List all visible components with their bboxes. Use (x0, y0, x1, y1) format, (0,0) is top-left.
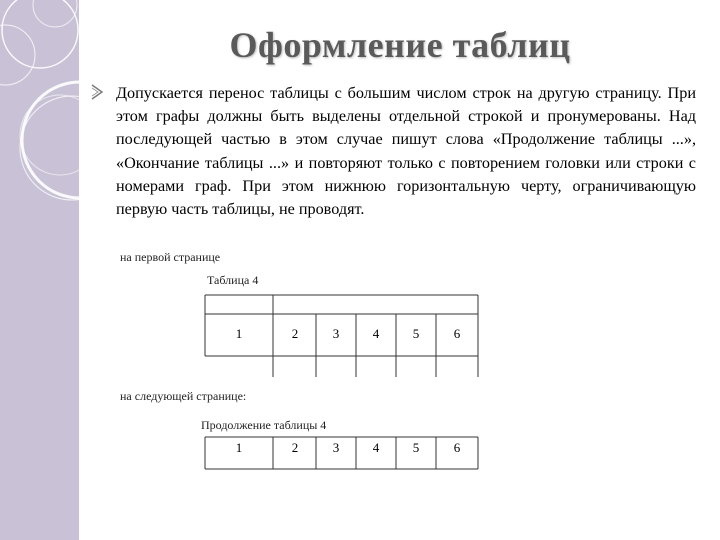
table2-col-1: 1 (235, 440, 243, 455)
table1-col-3: 3 (332, 326, 340, 341)
bullet-paragraph: Допускается перенос таблицы с большим числом строк на другую страницу. При этом графы должны быть выделены отдельной строкой и пронумерованы. Над последующей частью в этом случае пишут слова «Продолжение таблицы ...», «Окончание таблицы ...» и повторяют только с повторением головки или строки с номерами граф. При этом нижнюю горизонтальную черту, ограничивающую первую часть таблицы, не проводят. (116, 84, 696, 219)
table1-col-5: 5 (412, 326, 420, 341)
table2-col-4: 4 (372, 440, 380, 455)
first-page-caption: на первой странице (120, 250, 221, 264)
table1-title: Таблица 4 (207, 273, 259, 287)
table2-col-6: 6 (453, 440, 461, 455)
slide-title: Оформление таблиц (229, 25, 571, 65)
table2-col-2: 2 (291, 440, 299, 455)
table1-col-4: 4 (372, 326, 380, 341)
table1-col-1: 1 (235, 326, 243, 341)
table2-title: Продолжение таблицы 4 (201, 418, 327, 432)
table2-col-5: 5 (412, 440, 420, 455)
next-page-caption: на следующей странице: (120, 389, 247, 403)
table2-col-3: 3 (332, 440, 340, 455)
table1-col-2: 2 (291, 326, 299, 341)
table1-col-6: 6 (453, 326, 461, 341)
